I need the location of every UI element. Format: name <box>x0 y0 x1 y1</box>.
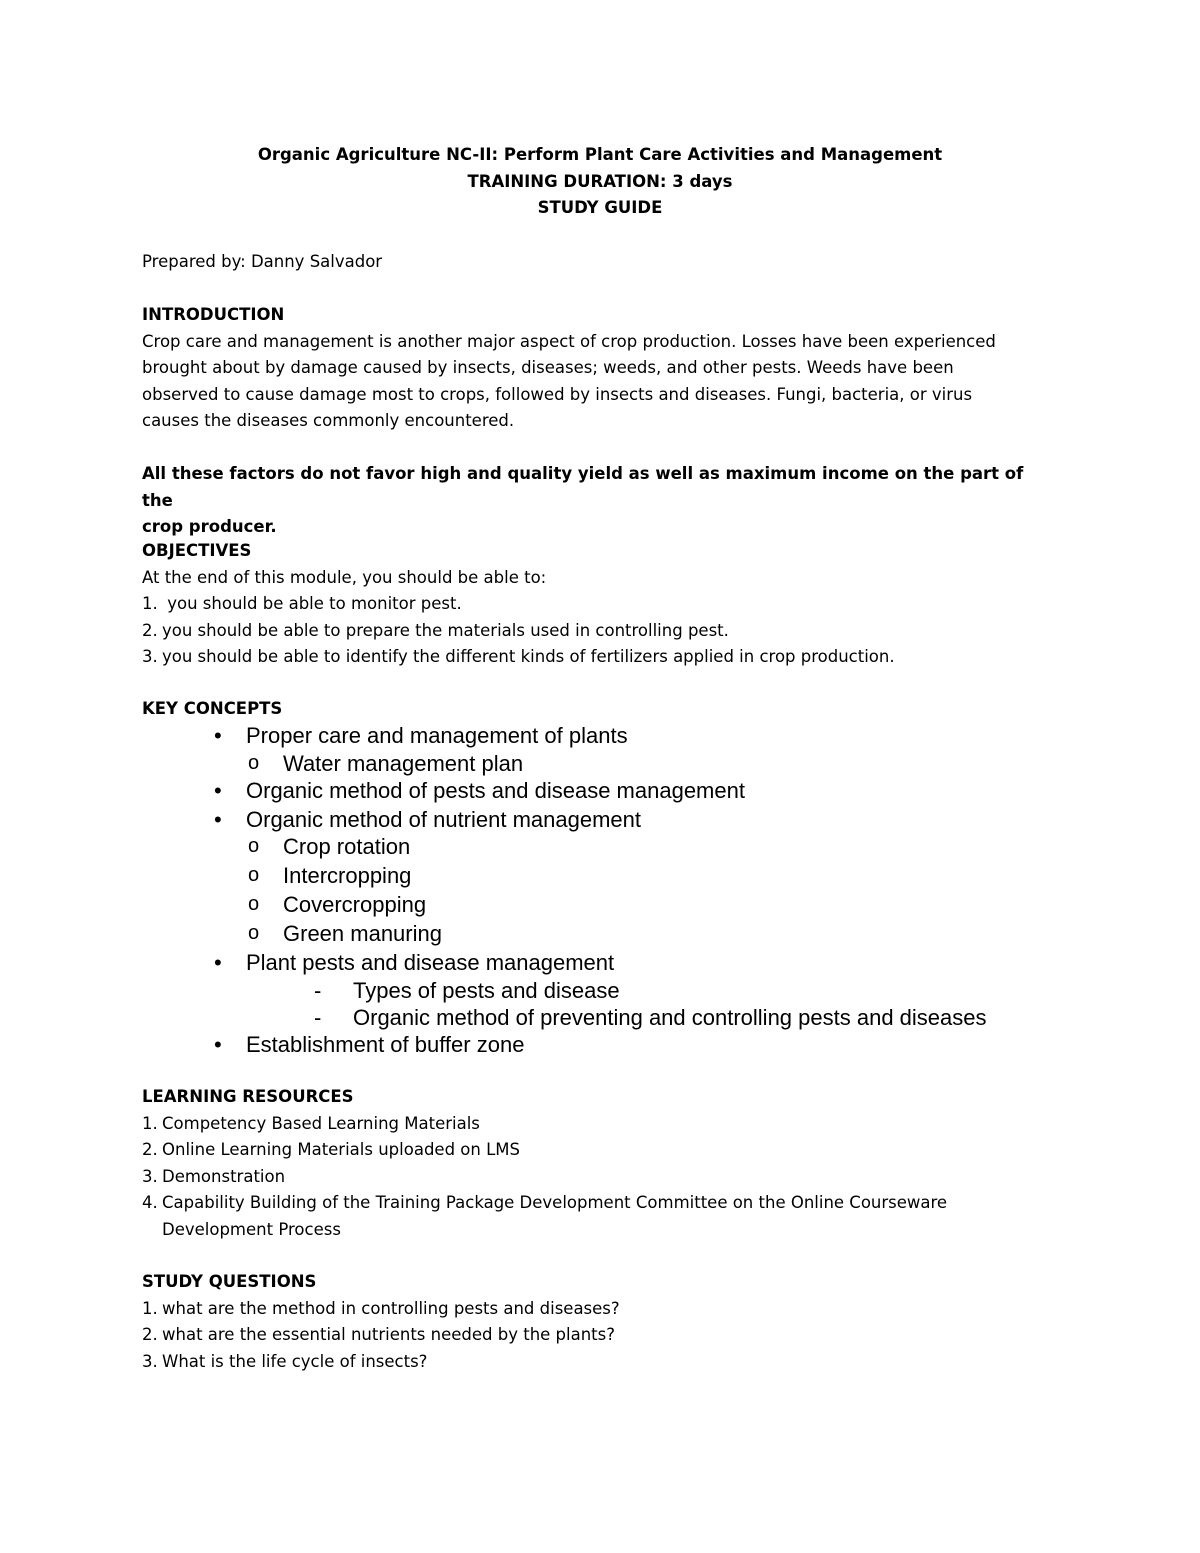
list-item <box>142 1031 1142 1059</box>
item-number: 2. <box>142 620 158 640</box>
item-number: 1. <box>142 1298 158 1318</box>
item-number: 3. <box>142 647 158 666</box>
item-text: you should be able to monitor pest. <box>162 594 462 613</box>
objectives-heading: OBJECTIVES <box>142 541 252 560</box>
study-guide-label: STUDY GUIDE <box>537 198 663 217</box>
bullet-icon: • <box>214 1031 222 1057</box>
item-text: you should be able to prepare the materials used in controlling pest. <box>162 620 729 640</box>
introduction-section <box>142 302 1052 541</box>
list-item <box>142 920 1142 949</box>
study-questions-heading: STUDY QUESTIONS <box>142 1272 317 1291</box>
bullet-icon: • <box>214 806 222 832</box>
item-text: what are the method in controlling pests and diseases? <box>162 1298 620 1318</box>
circle-bullet-icon: o <box>248 893 260 915</box>
introduction-heading: INTRODUCTION <box>142 305 285 324</box>
item-text: Water management plan <box>283 750 524 776</box>
prepared-by: Prepared by: Danny Salvador <box>142 252 383 271</box>
document-title: Organic Agriculture NC-II: Perform Plant Care Activities and Management <box>257 145 943 164</box>
key-concepts-list <box>142 722 1142 1058</box>
list-item <box>142 862 1142 891</box>
list-item <box>142 591 1052 618</box>
list-item <box>142 1349 1052 1376</box>
list-item <box>142 777 1142 806</box>
item-text: Plant pests and disease management <box>246 950 615 975</box>
item-text: what are the essential nutrients needed by the plants? <box>162 1325 616 1344</box>
list-item <box>142 949 1142 977</box>
circle-bullet-icon: o <box>248 922 260 944</box>
key-concepts-heading <box>142 696 1052 723</box>
circle-bullet-icon: o <box>248 864 260 886</box>
item-text: Intercropping <box>283 863 412 888</box>
learning-resources-heading: LEARNING RESOURCES <box>142 1087 354 1106</box>
list-item <box>142 644 1052 671</box>
item-text: Capability Building of the Training Package Development Committee on the Online Courseware Development Process <box>162 1193 948 1239</box>
bullet-icon: • <box>214 950 222 975</box>
emphasis-line: crop producer. <box>142 517 277 536</box>
learning-resources-list <box>142 1111 1052 1244</box>
list-item <box>142 1004 1142 1031</box>
item-text: Competency Based Learning Materials <box>162 1113 480 1133</box>
item-text: Organic method of nutrient management <box>246 806 642 832</box>
item-text: Covercropping <box>283 892 427 917</box>
item-text: Crop rotation <box>283 834 411 859</box>
objectives-section <box>142 538 1052 671</box>
circle-bullet-icon: o <box>248 835 260 857</box>
item-text: Organic method of pests and disease management <box>246 778 745 803</box>
emphasis-line: All these factors do not favor high and quality yield as well as maximum income on the part of the <box>142 464 1024 510</box>
item-number: 1. <box>142 594 158 613</box>
list-item <box>142 833 1142 862</box>
item-text: What is the life cycle of insects? <box>162 1351 428 1371</box>
list-item <box>142 722 1142 750</box>
item-text: Organic method of preventing and controlling pests and diseases <box>353 1004 987 1030</box>
item-text: Online Learning Materials uploaded on LMS <box>162 1140 520 1159</box>
list-item <box>142 750 1142 778</box>
list-item <box>142 1190 1032 1243</box>
list-item <box>142 1111 1052 1138</box>
bullet-icon: • <box>214 778 222 803</box>
list-item <box>142 1164 1052 1191</box>
learning-resources-section <box>142 1084 1052 1243</box>
training-duration: TRAINING DURATION: 3 days <box>467 171 733 191</box>
item-text: Establishment of buffer zone <box>246 1031 525 1057</box>
item-text: Types of pests and disease <box>353 977 620 1003</box>
key-concepts-title: KEY CONCEPTS <box>142 699 283 718</box>
objectives-list <box>142 591 1052 671</box>
introduction-line: causes the diseases commonly encountered. <box>142 411 515 430</box>
objectives-intro: At the end of this module, you should be able to: <box>142 567 547 587</box>
list-item <box>142 977 1142 1004</box>
item-text: Green manuring <box>283 921 442 946</box>
list-item <box>142 1137 1052 1164</box>
list-item <box>142 618 1052 645</box>
circle-bullet-icon: o <box>248 751 260 774</box>
item-number: 2. <box>142 1140 158 1159</box>
dash-bullet-icon: - <box>314 977 322 1003</box>
list-item <box>142 1322 1052 1349</box>
item-text: Proper care and management of plants <box>246 723 628 748</box>
document-header <box>0 142 1200 222</box>
list-item <box>142 891 1142 920</box>
introduction-line: Crop care and management is another major aspect of crop production. Losses have been experienced <box>142 331 996 351</box>
introduction-line: brought about by damage caused by insects, diseases; weeds, and other pests. Weeds have been <box>142 358 954 377</box>
item-text: you should be able to identify the different kinds of fertilizers applied in crop production. <box>162 647 895 666</box>
introduction-line: observed to cause damage most to crops, followed by insects and diseases. Fungi, bacteria, or virus <box>142 384 973 404</box>
item-number: 2. <box>142 1325 158 1344</box>
item-number: 3. <box>142 1351 158 1371</box>
bullet-icon: • <box>214 723 222 748</box>
item-number: 4. <box>142 1193 158 1212</box>
item-number: 1. <box>142 1113 158 1133</box>
study-questions-section <box>142 1269 1052 1375</box>
item-number: 3. <box>142 1166 158 1186</box>
dash-bullet-icon: - <box>314 1004 322 1030</box>
study-questions-list <box>142 1296 1052 1376</box>
list-item <box>142 806 1142 834</box>
item-text: Demonstration <box>162 1166 286 1186</box>
list-item <box>142 1296 1052 1323</box>
